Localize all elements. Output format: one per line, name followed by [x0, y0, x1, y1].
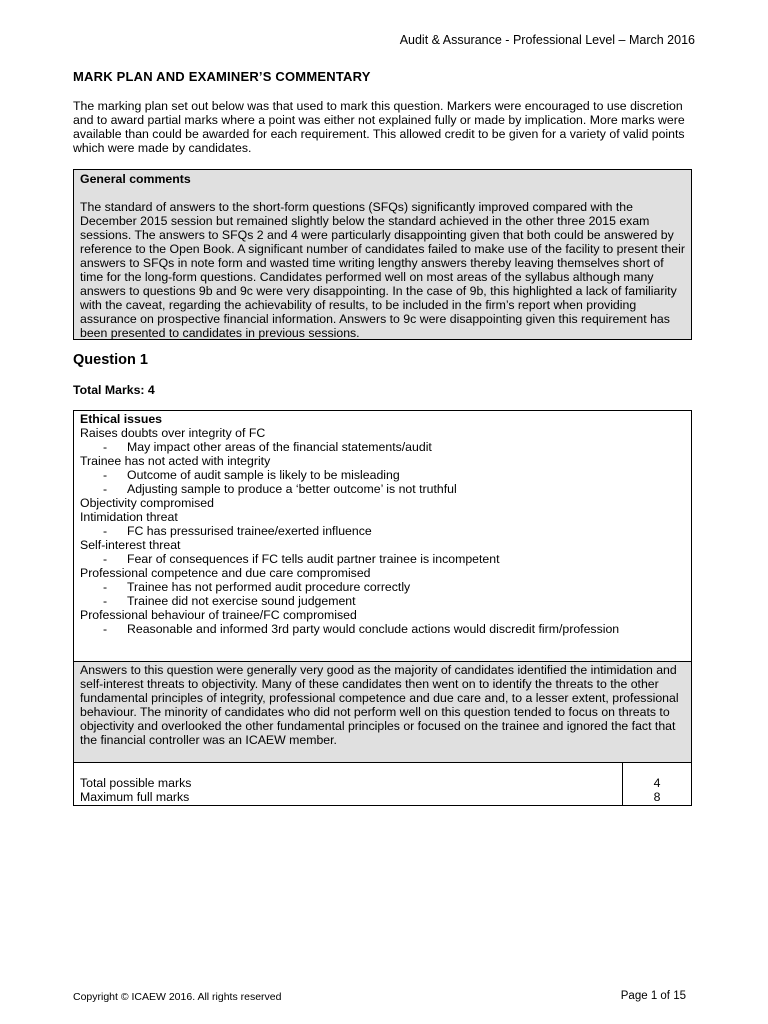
page-number: Page 1 of 15: [620, 990, 686, 1002]
marks-summary: [74, 762, 691, 805]
bullet-dash: -: [103, 552, 108, 566]
question-title: Question 1: [73, 352, 148, 368]
mark-point: Objectivity compromised: [80, 496, 214, 510]
total-possible-value: 4: [653, 776, 661, 790]
general-comments-box: [73, 169, 692, 340]
maximum-value: 8: [653, 790, 661, 804]
bullet-dash: -: [103, 468, 108, 482]
copyright-notice: Copyright © ICAEW 2016. All rights reserved: [73, 991, 282, 1003]
bullet-dash: -: [103, 622, 108, 636]
mark-sub-point-text: Trainee has not performed audit procedure correctly: [127, 580, 411, 594]
bullet-dash: -: [103, 440, 108, 454]
mark-sub-point: [80, 580, 685, 594]
mark-sub-point-text: Outcome of audit sample is likely to be misleading: [127, 468, 400, 482]
mark-sub-point: [80, 594, 685, 608]
mark-sub-point: [80, 468, 685, 482]
bullet-dash: -: [103, 594, 108, 608]
mark-sub-point: [80, 482, 685, 496]
running-header: Audit & Assurance - Professional Level – March 2016: [399, 33, 695, 47]
mark-point: Trainee has not acted with integrity: [80, 454, 271, 468]
mark-sub-point: [80, 622, 685, 636]
bullet-dash: -: [103, 524, 108, 538]
mark-scheme-points: [74, 411, 691, 661]
ethical-issues-heading: Ethical issues: [80, 412, 163, 426]
mark-sub-point-text: Adjusting sample to produce a ‘better outcome’ is not truthful: [127, 482, 457, 496]
general-comments-heading: General comments: [80, 172, 191, 186]
mark-points-list: [80, 426, 685, 636]
intro-paragraph: The marking plan set out below was that used to mark this question. Markers were encouraged to use discretion and to award partial marks where a point was either not explained fully or made by implication. More marks were available than could be awarded for each requirement. This allowed credit to be given for a variety of valid points which were made by candidates.: [73, 99, 685, 155]
maximum-label: Maximum full marks: [80, 790, 190, 804]
total-possible-label: Total possible marks: [80, 776, 192, 790]
mark-point: Raises doubts over integrity of FC: [80, 426, 266, 440]
mark-point: Self-interest threat: [80, 538, 181, 552]
bullet-dash: -: [103, 580, 108, 594]
bullet-dash: -: [103, 482, 108, 496]
mark-sub-point: [80, 552, 685, 566]
mark-sub-point: [80, 524, 685, 538]
mark-scheme-table: [73, 410, 692, 806]
page-title: MARK PLAN AND EXAMINER’S COMMENTARY: [73, 69, 371, 84]
mark-sub-point-text: Trainee did not exercise sound judgement: [127, 594, 356, 608]
mark-sub-point-text: Fear of consequences if FC tells audit partner trainee is incompetent: [127, 552, 500, 566]
general-comments-text: The standard of answers to the short-form questions (SFQs) significantly improved compared with the December 2015 session but remained slightly below the standard achieved in the other three 2015 exam sessions. The answers to SFQs 2 and 4 were particularly disappointing given that both could be answered by reference to the Open Book. A significant number of candidates failed to make use of the facility to present their answers to SFQs in note form and wasted time writing lengthy answers thereby leaving themselves short of time for the long-form questions. Candidates performed well on most areas of the syllabus although many answers to questions 9b and 9c were very disappointing. In the case of 9b, this highlighted a lack of familiarity with the caveat, regarding the achievability of results, to be included in the firm’s report when providing assurance on prospective financial information. Answers to 9c were disappointing given this requirement has been presented to candidates in previous sessions.: [80, 200, 685, 340]
mark-point: Professional competence and due care compromised: [80, 566, 371, 580]
mark-point: Intimidation threat: [80, 510, 178, 524]
total-marks: Total Marks: 4: [73, 383, 155, 397]
mark-sub-point-text: FC has pressurised trainee/exerted influence: [127, 524, 372, 538]
mark-point: Professional behaviour of trainee/FC compromised: [80, 608, 357, 622]
mark-sub-point-text: Reasonable and informed 3rd party would conclude actions would discredit firm/profession: [127, 622, 620, 636]
mark-sub-point: [80, 440, 685, 454]
mark-sub-point-text: May impact other areas of the financial statements/audit: [127, 440, 432, 454]
examiner-commentary: Answers to this question were generally very good as the majority of candidates identified the intimidation and self-interest threats to objectivity. Many of these candidates then went on to identify the threats to the other fundamental principles of integrity, professional competence and due care and, to a lesser extent, professional behaviour. The minority of candidates who did not perform well on this question tended to focus on threats to objectivity and overlooked the other fundamental principles or focused on the trainee and ignored the fact that the financial controller was an ICAEW member.: [74, 661, 691, 762]
